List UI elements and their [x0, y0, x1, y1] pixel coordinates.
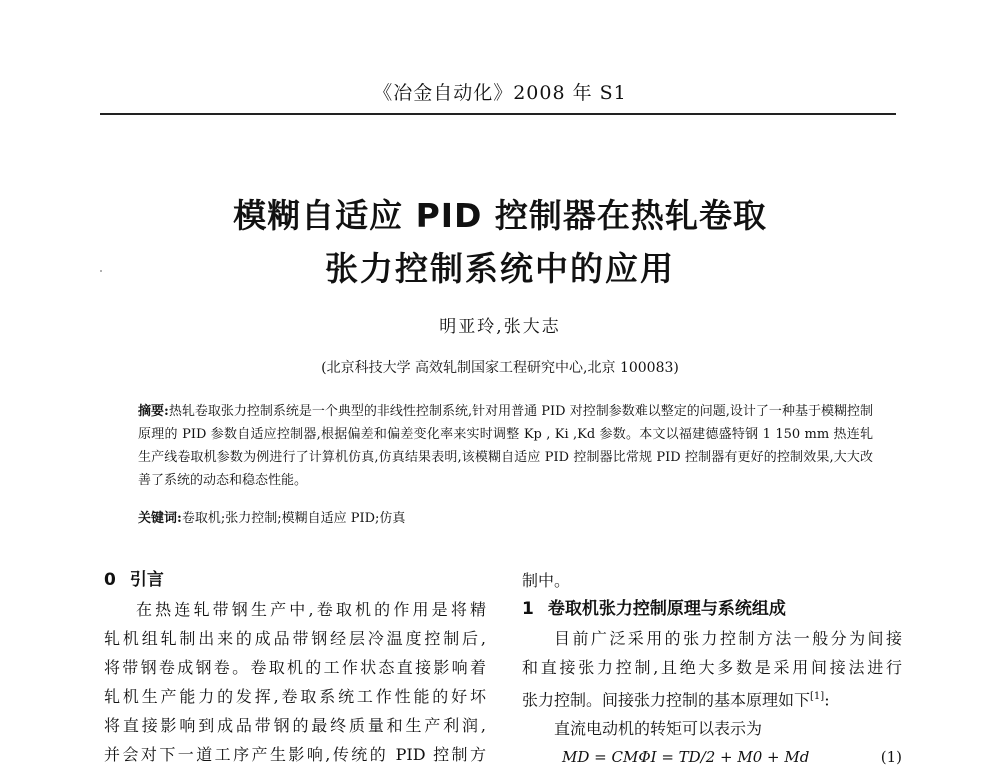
abstract — [138, 400, 873, 492]
body-line: 将带钢卷成钢卷。卷取机的工作状态直接影响着 — [104, 658, 486, 677]
header-rule — [100, 113, 896, 115]
keywords — [138, 507, 873, 530]
journal-header: 《冶金自动化》2008 年 S1 — [373, 82, 627, 104]
abstract-label: 摘要: — [138, 404, 169, 419]
section-number: 0 — [104, 570, 116, 590]
keywords-label: 关键词: — [138, 511, 182, 526]
equation-number: (1) — [880, 748, 902, 767]
section-heading-intro — [104, 566, 486, 595]
body-line: 将直接影响到成品带钢的最终质量和生产利润, — [104, 716, 486, 735]
body-line: 目前广泛采用的张力控制方法一般分为间接 — [554, 629, 902, 648]
equation-1 — [522, 743, 902, 772]
title-line-2: 张力控制系统中的应用 — [325, 249, 675, 288]
body-line: 并会对下一道工序产生影响,传统的 PID 控制方 — [104, 745, 486, 764]
body-line: 直流电动机的转矩可以表示为 — [554, 719, 763, 739]
right-column — [522, 566, 902, 772]
abstract-text: 热轧卷取张力控制系统是一个典型的非线性控制系统,针对用普通 PID 对控制参数难以整定的问题,设计了一种基于模糊控制原理的 PID 参数自适应控制器,根据偏差和偏差变化率来实时调整 Kp , Ki ,Kd 参数。本文以福建德盛特钢 1 150 mm 热连轧生产线卷取机参数为例进行了计算机仿真,仿真结果表明,该模糊自适应 PID 控制器比常规 PID 控制器有更好的控制效果,大大改善了系统的动态和稳态性能。 — [138, 404, 873, 488]
left-column — [104, 566, 486, 769]
section-title: 卷取机张力控制原理与系统组成 — [547, 599, 786, 619]
authors: 明亚玲,张大志 — [439, 317, 561, 337]
body-line: 轧机组轧制出来的成品带钢经层冷温度控制后, — [104, 629, 486, 648]
citation: [1] — [810, 691, 825, 702]
body-line-text: 张力控制。间接张力控制的基本原理如下 — [522, 690, 811, 710]
body-line-end: : — [824, 690, 830, 710]
title-line-1: 模糊自适应 PID 控制器在热轧卷取 — [233, 196, 767, 235]
body-line-continuation: 制中。 — [522, 571, 571, 590]
affiliation: (北京科技大学 高效轧制国家工程研究中心,北京 100083) — [321, 360, 679, 376]
section-title: 引言 — [129, 570, 164, 590]
body-line: 在热连轧带钢生产中,卷取机的作用是将精 — [136, 600, 486, 619]
body-line: 和直接张力控制,且绝大多数是采用间接法进行 — [522, 658, 902, 677]
body-line — [522, 682, 902, 714]
body-line: 轧机生产能力的发挥,卷取系统工作性能的好坏 — [104, 687, 486, 706]
section-number: 1 — [522, 599, 534, 619]
equation-text: MD = CMΦI = TD/2 + M0 + Md — [562, 748, 810, 767]
section-heading-principle — [522, 595, 902, 624]
keywords-text: 卷取机;张力控制;模糊自适应 PID;仿真 — [181, 511, 406, 526]
